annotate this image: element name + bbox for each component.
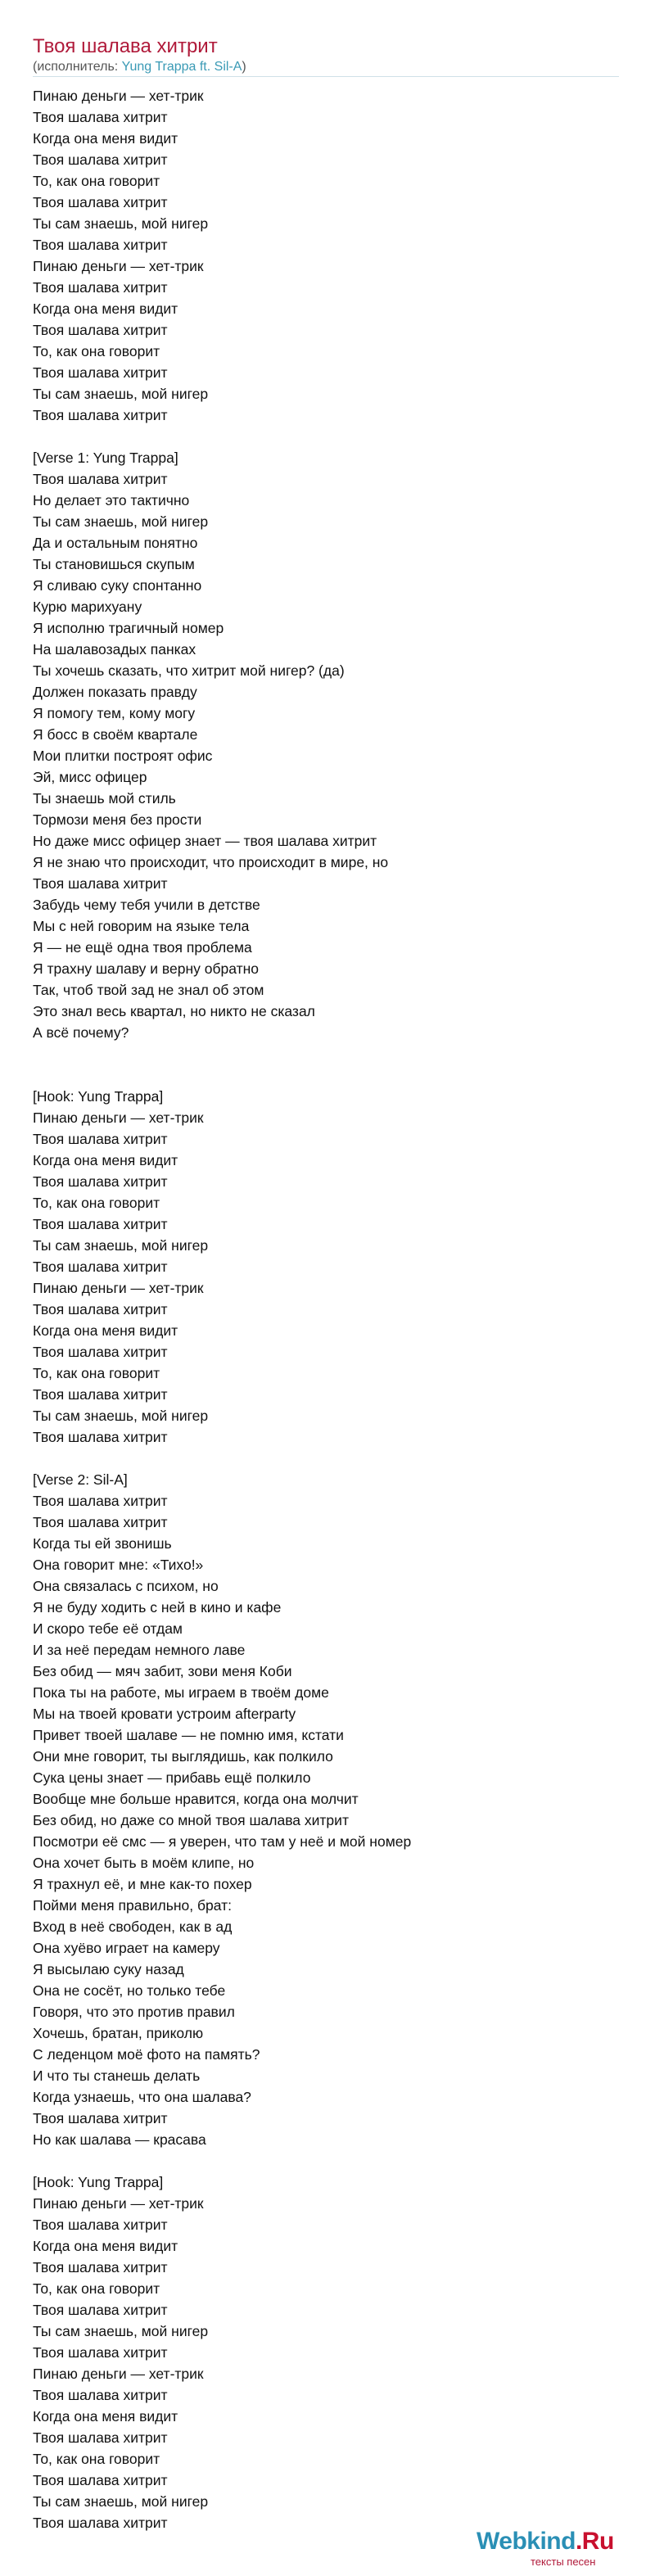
lyric-line: [Hook: Yung Trappa] [33,1088,164,1105]
lyric-line: Твоя шалава хитрит [33,1429,168,1445]
lyric-line: Она хочет быть в моём клипе, но [33,1855,255,1871]
lyric-line: Я трахнул её, и мне как-то похер [33,1876,252,1892]
lyric-line: Твоя шалава хитрит [33,2429,168,2446]
lyric-line: Твоя шалава хитрит [33,109,168,125]
lyric-line: Вообще мне больше нравится, когда она молчит [33,1791,359,1807]
lyric-line: Когда она меня видит [33,2238,178,2254]
lyric-line: А всё почему? [33,1024,129,1041]
lyric-line: Твоя шалава хитрит [33,1173,168,1190]
lyric-line: Твоя шалава хитрит [33,322,168,338]
lyric-line: Когда она меня видит [33,1322,178,1339]
logo-brand-main: Webkind [477,2528,576,2555]
lyric-line: Твоя шалава хитрит [33,1131,168,1147]
lyric-line: Посмотри её смс — я уверен, что там у неё и мой номер [33,1833,412,1850]
lyric-line [33,1064,622,1086]
lyric-line: Так, чтоб твой зад не знал об этом [33,982,264,998]
lyric-line: Ты сам знаешь, мой нигер [33,386,209,402]
lyric-line: То, как она говорит [33,2451,160,2467]
lyric-line: Да и остальным понятно [33,535,198,551]
lyric-line: Она хуёво играет на камеру [33,1940,220,1956]
song-title: Твоя шалава хитрит [33,35,218,57]
lyric-line [33,1043,622,1064]
lyric-line [33,426,622,447]
artist-line [33,59,246,75]
lyric-line: Я не знаю что происходит, что происходит в мире, но [33,854,389,870]
lyric-line: Твоя шалава хитрит [33,151,168,168]
lyric-line: И скоро тебе её отдам [33,1620,183,1637]
lyric-line: Без обид, но даже со мной твоя шалава хитрит [33,1812,349,1828]
lyric-line: Твоя шалава хитрит [33,2302,168,2318]
lyric-line: Пока ты на работе, мы играем в твоём доме [33,1684,329,1701]
lyric-line: Ты сам знаешь, мой нигер [33,215,209,232]
lyric-line: Твоя шалава хитрит [33,1216,168,1232]
lyric-line: Эй, мисс офицер [33,769,147,785]
lyric-line: [Hook: Yung Trappa] [33,2174,164,2190]
lyric-line: С леденцом моё фото на память? [33,2046,260,2063]
lyric-line [33,2150,622,2172]
lyric-line: Я не буду ходить с ней в кино и кафе [33,1599,282,1616]
lyric-line: Ты знаешь мой стиль [33,790,176,807]
lyric-line: Я — не ещё одна твоя проблема [33,939,252,956]
lyric-line: Я сливаю суку спонтанно [33,577,202,594]
logo-tagline: тексты песен [531,2556,596,2568]
site-logo[interactable] [477,2528,640,2569]
lyric-line: Твоя шалава хитрит [33,364,168,381]
lyric-line: Пинаю деньги — хет-трик [33,2195,204,2212]
lyric-line: Привет твоей шалаве — не помню имя, кстати [33,1727,344,1743]
lyric-line: Ты сам знаешь, мой нигер [33,2493,209,2510]
lyric-line: Без обид — мяч забит, зови меня Коби [33,1663,292,1679]
lyric-line: Это знал весь квартал, но никто не сказал [33,1003,315,1019]
lyric-line: То, как она говорит [33,173,160,189]
lyric-line: Ты сам знаешь, мой нигер [33,513,209,530]
artist-link[interactable]: Yung Trappa ft. Sil-A [121,60,242,74]
lyric-line: Я трахну шалаву и верну обратно [33,960,259,977]
lyric-line: И что ты станешь делать [33,2068,201,2084]
lyric-line: Ты сам знаешь, мой нигер [33,2323,209,2339]
lyric-line: Мои плитки построят офис [33,748,213,764]
lyric-line: То, как она говорит [33,2280,160,2297]
lyric-line: Твоя шалава хитрит [33,1493,168,1509]
lyric-line: Сука цены знает — прибавь ещё полкило [33,1769,311,1786]
lyric-line: Твоя шалава хитрит [33,279,168,296]
lyric-line: Твоя шалава хитрит [33,237,168,253]
logo-wordmark [477,2528,614,2556]
lyric-line: Когда ты ей звонишь [33,1535,172,1552]
lyric-line: Твоя шалава хитрит [33,194,168,210]
lyric-line: Ты становишься скупым [33,556,195,572]
lyric-line: Но как шалава — красава [33,2131,206,2148]
lyric-line: Она связалась с психом, но [33,1578,219,1594]
lyric-line: Она не сосёт, но только тебе [33,1982,226,1999]
lyric-line: Твоя шалава хитрит [33,2344,168,2361]
lyric-line: Забудь чему тебя учили в детстве [33,897,260,913]
lyric-line: Тормози меня без прости [33,811,202,828]
lyric-line [33,1448,622,1469]
lyric-line: Пинаю деньги — хет-трик [33,1109,204,1126]
lyric-line: Твоя шалава хитрит [33,2259,168,2275]
lyric-line: Должен показать правду [33,684,197,700]
lyric-line: То, как она говорит [33,1365,160,1381]
lyric-line: Твоя шалава хитрит [33,2217,168,2233]
lyric-line: Мы на твоей кровати устроим afterparty [33,1706,296,1722]
lyric-line: То, как она говорит [33,1195,160,1211]
lyric-line: Твоя шалава хитрит [33,2110,168,2126]
lyric-line: Твоя шалава хитрит [33,1514,168,1530]
lyric-line: Но делает это тактично [33,492,190,508]
lyrics-body [33,85,622,2533]
lyric-line: Когда она меня видит [33,301,178,317]
lyric-line: Ты сам знаешь, мой нигер [33,1408,209,1424]
lyric-line: Твоя шалава хитрит [33,1386,168,1403]
artist-suffix: ) [242,60,246,74]
lyric-line: Пинаю деньги — хет-трик [33,88,204,104]
lyric-line: Твоя шалава хитрит [33,2387,168,2403]
lyric-line: Курю марихуану [33,599,142,615]
lyric-line: Твоя шалава хитрит [33,407,168,423]
lyric-line: Пинаю деньги — хет-трик [33,258,204,274]
lyric-line: То, как она говорит [33,343,160,359]
lyric-line: Твоя шалава хитрит [33,471,168,487]
lyric-line: [Verse 2: Sil-A] [33,1471,128,1488]
lyric-line: Твоя шалава хитрит [33,1259,168,1275]
lyric-line: Когда узнаешь, что она шалава? [33,2089,251,2105]
lyric-line: Вход в неё свободен, как в ад [33,1918,233,1935]
lyric-line: Пинаю деньги — хет-трик [33,2366,204,2382]
lyric-line: Я высылаю суку назад [33,1961,184,1977]
lyric-line: Пойми меня правильно, брат: [33,1897,232,1914]
artist-prefix: (исполнитель: [33,60,122,74]
lyric-line: Она говорит мне: «Тихо!» [33,1557,204,1573]
lyric-line: Говоря, что это против правил [33,2004,235,2020]
lyric-line: Я исполню трагичный номер [33,620,224,636]
lyric-line: Когда она меня видит [33,130,178,147]
lyric-line: Твоя шалава хитрит [33,875,168,892]
lyric-line: Твоя шалава хитрит [33,1344,168,1360]
lyric-line: Ты хочешь сказать, что хитрит мой нигер? (да) [33,662,345,679]
lyric-line: Когда она меня видит [33,1152,178,1168]
lyric-line: [Verse 1: Yung Trappa] [33,450,178,466]
header-divider [33,76,619,77]
lyric-line: Я босс в своём квартале [33,726,198,743]
lyric-line: Пинаю деньги — хет-трик [33,1280,204,1296]
lyric-line: Твоя шалава хитрит [33,1301,168,1317]
lyric-line: Хочешь, братан, приколю [33,2025,204,2041]
lyric-line: Но даже мисс офицер знает — твоя шалава хитрит [33,833,377,849]
lyric-line: На шалавозадых панках [33,641,196,658]
lyric-line: Я помогу тем, кому могу [33,705,196,721]
lyric-line: Они мне говорит, ты выглядишь, как полкило [33,1748,333,1765]
lyric-line: Ты сам знаешь, мой нигер [33,1237,209,1254]
lyric-line: Мы с ней говорим на языке тела [33,918,250,934]
logo-brand-tld: .Ru [575,2528,614,2555]
lyric-line: И за неё передам немного лаве [33,1642,246,1658]
lyric-line: Когда она меня видит [33,2408,178,2425]
lyric-line: Твоя шалава хитрит [33,2472,168,2488]
lyric-line: Твоя шалава хитрит [33,2515,168,2531]
